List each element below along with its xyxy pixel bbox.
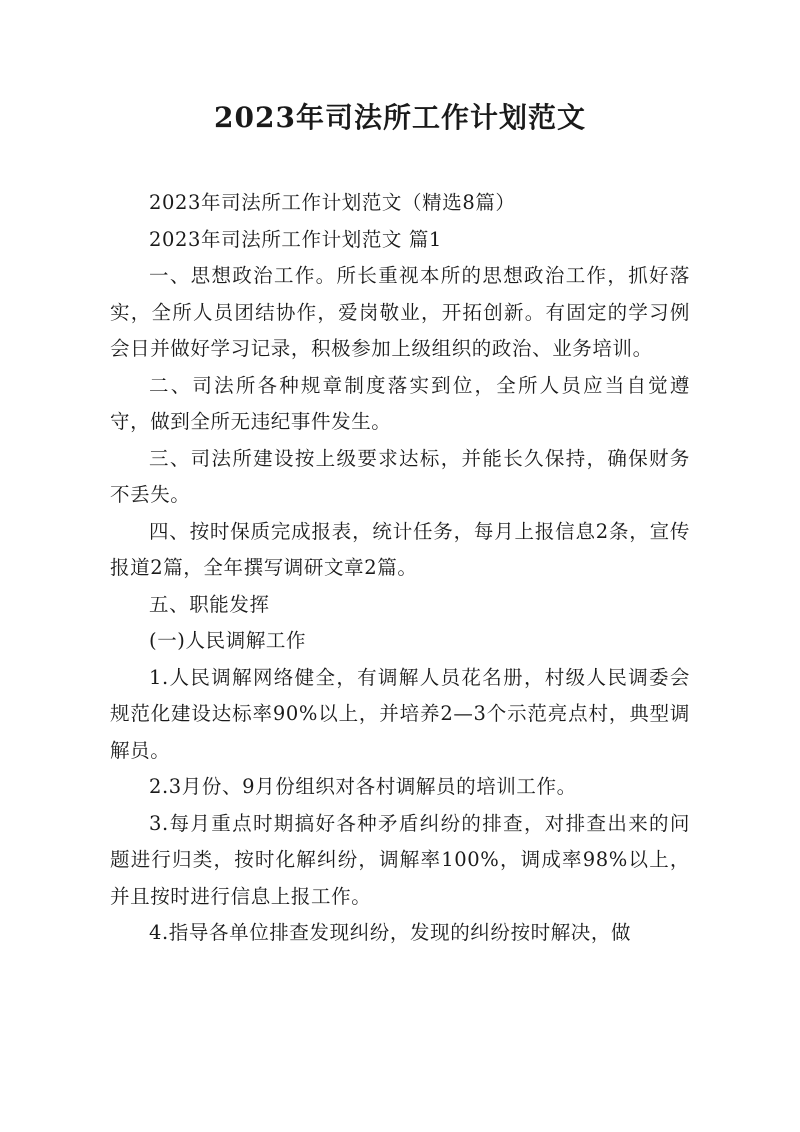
paragraph-mediation-heading: (一)人民调解工作 — [149, 629, 307, 652]
paragraph-item-4: 4.指导各单位排查发现纠纷，发现的纠纷按时解决，做 — [149, 921, 632, 944]
paragraph-functions-heading: 五、职能发挥 — [149, 592, 270, 616]
paragraph-item-1: 1.人民调解网络健全，有调解人员花名册，村级人民调委会规范化建设达标率90%以上，并培养2—3个示范亮点村，典型调解员。 — [110, 665, 690, 762]
paragraph-reports: 四、按时保质完成报表，统计任务，每月上报信息2条，宣传报道2篇，全年撰写调研文章2篇。 — [110, 519, 690, 579]
paragraph-political-work: 一、思想政治工作。所长重视本所的思想政治工作，抓好落实，全所人员团结协作，爱岗敬业，开拓创新。有固定的学习例会日并做好学习记录，积极参加上级组织的政治、业务培训。 — [110, 264, 690, 360]
paragraph-subtitle: 2023年司法所工作计划范文（精选8篇） — [149, 191, 516, 214]
paragraph-regulations: 二、司法所各种规章制度落实到位，全所人员应当自觉遵守，做到全所无违纪事件发生。 — [110, 373, 690, 433]
paragraph-construction: 三、司法所建设按上级要求达标，并能长久保持，确保财务不丢失。 — [110, 446, 690, 506]
paragraph-item-3: 3.每月重点时期搞好各种矛盾纠纷的排查，对排查出来的问题进行归类，按时化解纠纷，调解率100%，调成率98%以上，并且按时进行信息上报工作。 — [110, 811, 690, 908]
paragraph-item-2: 2.3月份、9月份组织对各村调解员的培训工作。 — [149, 775, 577, 798]
document-body — [110, 185, 690, 952]
paragraph-section-heading: 2023年司法所工作计划范文 篇1 — [149, 227, 442, 251]
document-title: 2023年司法所工作计划范文 — [214, 101, 586, 134]
